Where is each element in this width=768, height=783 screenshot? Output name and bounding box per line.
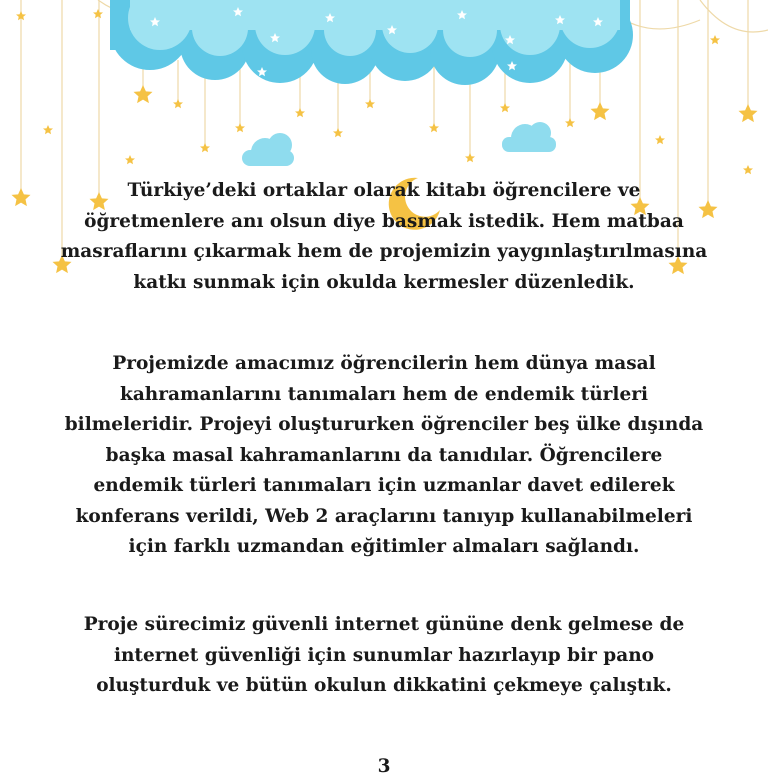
paragraph-2: Projemizde amacımız öğrencilerin hem dünya masal kahramanlarını tanımaları hem de endemik türleri bilmeleridir. Projeyi oluştururken öğrenciler beş ülke dışında başka masal kahramanlarını da tanıdılar. Öğrencilere endemik türleri tanımaları için uzmanlar davet edilerek konferans verildi, Web 2 araçlarını tanıyıp kullanabilmeleri için farklı uzmandan eğitimler almaları sağlandı.: [64, 353, 704, 557]
cloud-icon: [110, 0, 633, 85]
paragraph-3: Proje sürecimiz güvenli internet gününe denk gelmese de internet güvenliği için sunumlar hazırlayıp bir pano oluşturduk ve bütün okulun dikkatini çekmeye çalıştık.: [83, 614, 685, 696]
page-number: 3: [377, 756, 391, 777]
paragraph-1: Türkiye’deki ortaklar olarak kitabı öğrencilere ve öğretmenlere anı olsun diye basmak istedik. Hem matbaa masraflarını çıkarmak hem de projemizin yaygınlaştırılmasına katkı sunmak için okulda kermesler düzenledik.: [60, 180, 708, 293]
small-cloud-icon: [242, 122, 556, 166]
